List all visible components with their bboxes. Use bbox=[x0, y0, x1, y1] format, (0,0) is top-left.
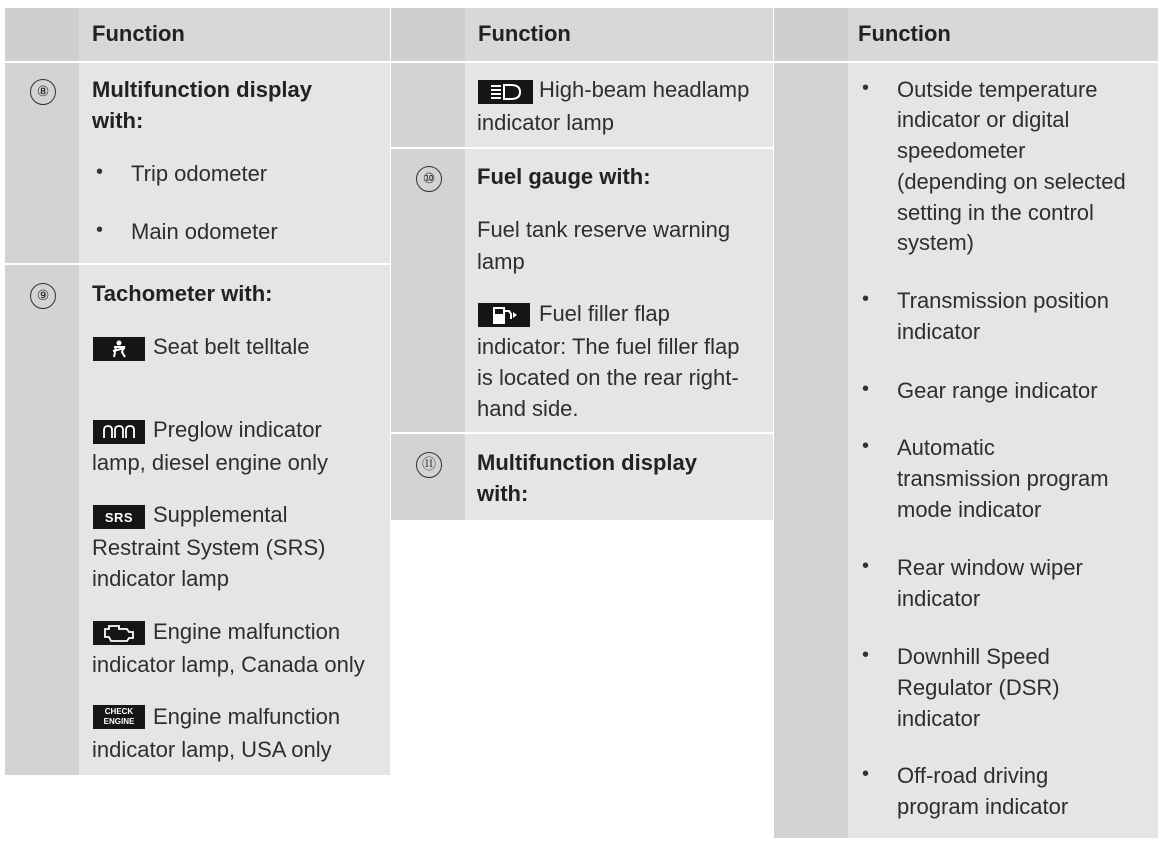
seat-belt-icon bbox=[93, 337, 145, 361]
outside-temp-line4: (depending on selected bbox=[897, 169, 1126, 194]
outside-temp-line5: setting in the control bbox=[897, 200, 1094, 225]
outside-temp-line1: Outside temperature bbox=[897, 77, 1098, 102]
transmission-position-line1: Transmission position bbox=[897, 288, 1109, 313]
dsr-line1: Downhill Speed bbox=[897, 644, 1050, 669]
bullet-dot: • bbox=[96, 219, 104, 241]
item9-title: Tachometer with: bbox=[92, 281, 273, 306]
header-function-label: Function bbox=[478, 21, 571, 46]
header-function-label: Function bbox=[92, 21, 185, 46]
preglow-line1: Preglow indicator bbox=[153, 417, 322, 442]
offroad-line1: Off-road driving bbox=[897, 763, 1049, 788]
engine-canada-line1: Engine malfunction bbox=[153, 619, 341, 644]
number-column bbox=[391, 8, 465, 520]
srs-line1: Supplemental bbox=[153, 502, 288, 527]
item8-title-line1: Multifunction display bbox=[92, 77, 312, 102]
outside-temp-line3: speedometer bbox=[897, 138, 1026, 163]
preglow-line2: lamp, diesel engine only bbox=[92, 450, 329, 475]
item10-title: Fuel gauge with: bbox=[477, 164, 651, 189]
bullet-trip-odometer: Trip odometer bbox=[131, 161, 268, 186]
bullet-dot: • bbox=[862, 77, 870, 99]
engine-usa-line1: Engine malfunction bbox=[153, 704, 341, 729]
check-engine-icon-line2: ENGINE bbox=[103, 717, 135, 726]
dsr-line2: Regulator (DSR) bbox=[897, 675, 1060, 700]
fuel-filler-line1: Fuel filler flap bbox=[539, 301, 670, 326]
table-column-1 bbox=[5, 8, 390, 775]
gear-range-line1: Gear range indicator bbox=[897, 378, 1098, 403]
srs-line2: Restraint System (SRS) bbox=[92, 535, 326, 560]
auto-trans-line2: transmission program bbox=[897, 466, 1109, 491]
table-header bbox=[391, 8, 773, 63]
auto-trans-line1: Automatic bbox=[897, 435, 995, 460]
outside-temp-line6: system) bbox=[897, 230, 974, 255]
fuel-filler-line4: hand side. bbox=[477, 396, 579, 421]
item11-title-line2: with: bbox=[477, 481, 529, 506]
check-engine-icon-line1: CHECK bbox=[104, 707, 134, 716]
high-beam-icon bbox=[478, 80, 533, 104]
table-column-2 bbox=[391, 8, 773, 520]
fuel-reserve-line2: lamp bbox=[477, 249, 525, 274]
preglow-icon bbox=[93, 420, 145, 444]
fuel-pump-icon bbox=[478, 303, 530, 327]
number-column bbox=[774, 8, 848, 838]
item-number-11: ⑪ bbox=[416, 452, 442, 478]
engine-usa-line2: indicator lamp, USA only bbox=[92, 737, 332, 762]
dsr-line3: indicator bbox=[897, 706, 981, 731]
row-divider bbox=[391, 432, 773, 434]
row-divider bbox=[5, 263, 390, 265]
item-number-9: ⑨ bbox=[30, 283, 56, 309]
item-number-10: ⑩ bbox=[416, 166, 442, 192]
bullet-dot: • bbox=[862, 644, 870, 666]
bullet-dot: • bbox=[862, 435, 870, 457]
srs-line3: indicator lamp bbox=[92, 566, 229, 591]
rear-wiper-line2: indicator bbox=[897, 586, 981, 611]
high-beam-line2: indicator lamp bbox=[477, 110, 614, 135]
high-beam-line1: High-beam headlamp bbox=[539, 77, 750, 102]
fuel-filler-line2: indicator: The fuel filler flap bbox=[477, 334, 740, 359]
bullet-dot: • bbox=[862, 378, 870, 400]
offroad-line2: program indicator bbox=[897, 794, 1069, 819]
number-column bbox=[5, 8, 79, 775]
engine-canada-line2: indicator lamp, Canada only bbox=[92, 652, 365, 677]
auto-trans-line3: mode indicator bbox=[897, 497, 1042, 522]
seat-belt-text: Seat belt telltale bbox=[153, 334, 310, 359]
item-number-8: ⑧ bbox=[30, 79, 56, 105]
item8-title-line2: with: bbox=[92, 108, 144, 133]
row-divider bbox=[391, 147, 773, 149]
item11-title-line1: Multifunction display bbox=[477, 450, 697, 475]
engine-icon bbox=[93, 621, 145, 645]
bullet-dot: • bbox=[862, 763, 870, 785]
outside-temp-line2: indicator or digital bbox=[897, 107, 1070, 132]
srs-icon: SRS bbox=[93, 505, 145, 529]
transmission-position-line2: indicator bbox=[897, 319, 981, 344]
bullet-dot: • bbox=[96, 161, 104, 183]
table-header bbox=[774, 8, 1158, 63]
bullet-dot: • bbox=[862, 288, 870, 310]
fuel-reserve-line1: Fuel tank reserve warning bbox=[477, 217, 731, 242]
table-header bbox=[5, 8, 390, 63]
header-function-label: Function bbox=[858, 21, 951, 46]
fuel-filler-line3: is located on the rear right- bbox=[477, 365, 739, 390]
table-column-3 bbox=[774, 8, 1158, 838]
bullet-main-odometer: Main odometer bbox=[131, 219, 278, 244]
bullet-dot: • bbox=[862, 555, 870, 577]
rear-wiper-line1: Rear window wiper bbox=[897, 555, 1083, 580]
check-engine-icon bbox=[93, 705, 145, 729]
